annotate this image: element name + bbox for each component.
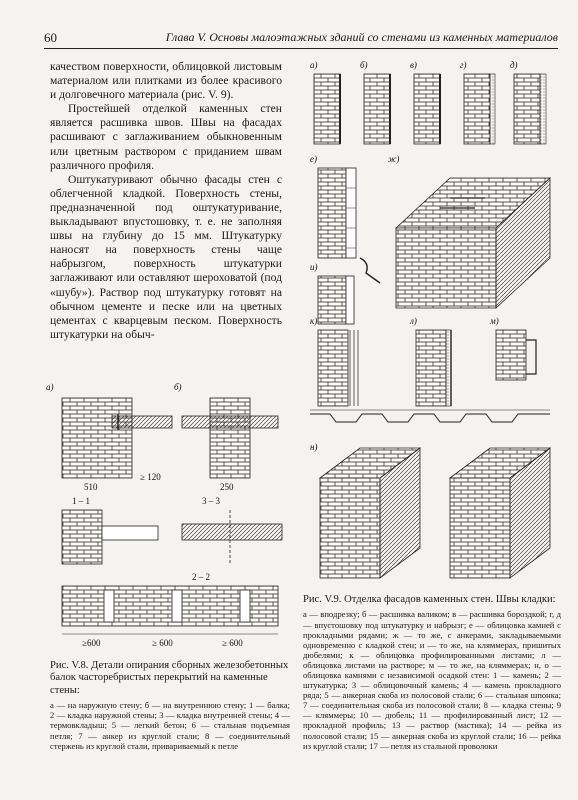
running-title: Глава V. Основы малоэтажных зданий со стенами из каменных материалов <box>165 30 558 44</box>
dim-120: ≥ 120 <box>140 472 161 482</box>
fig8-section-2-2: 2 – 2 <box>192 572 210 582</box>
paragraph-3: Оштукатуривают обычно фасады стен с облегченной кладкой. Поверхность стены, предназначенной под оштукатуривание, выкладывают впустошовку, т. е. не заполняя швы на глубину до 15 мм. Штукатурку наносят на поверхность стены чаще набрызгом, поверхность штукатурки заглаживают или оставляют шероховатой (под «шубу»). Раствор под штукатурку готовят на обычном цементе и песке или на цветных цементах с кварцевым песком. Поверхность штукатурки на обыч- <box>50 172 282 341</box>
fig9-label-zh: ж) <box>388 154 400 164</box>
joint-profile-d <box>514 74 546 144</box>
figure-v8-caption-legend: а — на наружную стену; б — на внутреннюю стену; 1 — балка; 2 — кладка наружной стены; 3 — кладка внутренней стены; 4 — термовкладыш; 5 — легкий бетон; 6 — стальная подъемная петля; 7 — анкер из круглой стали; 8 — соединительный стержень из круглой стали, привариваемый к петле <box>50 700 290 751</box>
fig9-label-b: б) <box>360 60 368 70</box>
joint-profile-g <box>464 74 495 144</box>
fig8-plan-2-2 <box>62 586 278 634</box>
joint-profile-v <box>414 74 440 144</box>
fig9-label-n: н) <box>310 442 318 452</box>
cladding-detail-l <box>416 330 451 406</box>
figure-v8-caption <box>50 660 290 751</box>
fig9-label-v: в) <box>410 60 417 70</box>
profiled-sheet-strip <box>310 410 550 422</box>
joint-profile-a <box>314 74 340 144</box>
cladding-detail-e <box>318 168 356 258</box>
figure-v8-caption-title: Рис. V.8. Детали опирания сборных железобетонных балок часторебристых перекрытий на каменные стены: <box>50 660 289 696</box>
fig8-section-3-3-drawing <box>182 510 282 564</box>
cladding-axonometric-zh <box>396 178 550 308</box>
cladding-detail-k <box>318 330 358 406</box>
running-header <box>44 28 558 49</box>
paragraph-2: Простейшей отделкой каменных стен является расшивка швов. Швы на фасадах расшивают с заглаживанием обыкновенным или цветным раствором с приданием швам различного профиля. <box>50 102 282 172</box>
dim-250: 250 <box>220 482 234 492</box>
figure-v9-caption-legend: а — вподрезку; б — расшивка валиком; в — расшивка бороздкой; г, д — впустошовку под штукатурку и набрызг; е — облицовка камней с прокладными рядами; ж — то же, с анкерами, закладываемыми одновременно с кладкой стен; и — то же, на кляммерах, пришитых дюбелями; к — облицовка профилированными листами; л — облицовка листами на растворе; м — то же, на кляммерах; н, о — облицовка камнями с независимой осадкой стен: 1 — камень; 2 — штукатурка; 3 — облицовочный камень; 4 — камень прокладного ряда; 5 — анкерная скоба из полосовой стали; 6 — стальная шпонка; 7 — соединительная скоба из полосовой стали; 8 — кладка стены; 9 — кляммеры; 10 — дюбель; 11 — профилированный лист; 12 — прокладной профиль; 13 — раствор (мастика); 14 — рейка из полосовой стали; 15 — анкерная скоба из круглой стали; 16 — рейка из круглой стали; 17 — петля из стальной проволоки <box>303 609 561 751</box>
cladding-detail-m <box>496 330 536 380</box>
fig8-section-1-1: 1 – 1 <box>72 496 90 506</box>
dim-600-c: ≥ 600 <box>222 638 243 648</box>
paragraph-1: качеством поверхности, облицовкой листовым материалом или плитками из более красивого и долговечного материала (рис. V. 9). <box>50 60 282 102</box>
dim-510: 510 <box>84 482 98 492</box>
fig9-label-d: д) <box>510 60 518 70</box>
fig8-detail-a <box>62 398 172 478</box>
cladding-axonometric-o <box>450 448 550 578</box>
cladding-axonometric-n <box>320 448 420 578</box>
joint-profile-b <box>364 74 390 144</box>
fig9-label-i: и) <box>310 262 318 272</box>
figure-v8-drawing <box>42 378 298 652</box>
body-text-column <box>50 60 282 342</box>
dim-600-b: ≥ 600 <box>152 638 173 648</box>
figure-v9-caption-title: Рис. V.9. Отделка фасадов каменных стен. Швы кладки: <box>303 594 556 605</box>
fig9-label-k: к) <box>310 316 318 326</box>
page-number: 60 <box>44 30 57 45</box>
dim-600-a: ≥600 <box>82 638 101 648</box>
fig8-section-3-3: 3 – 3 <box>202 496 220 506</box>
fig9-label-l: л) <box>410 316 417 326</box>
fig9-label-e: е) <box>310 154 317 164</box>
fig8-detail-b <box>182 398 278 478</box>
figure-v9-drawing <box>300 58 562 590</box>
fig9-label-a: а) <box>310 60 318 70</box>
fig9-label-m: м) <box>490 316 499 326</box>
fig9-label-g: г) <box>460 60 467 70</box>
fig8-label-a: а) <box>46 382 54 392</box>
fig8-section-1-1-drawing <box>62 510 158 564</box>
fig8-label-b: б) <box>174 382 182 392</box>
figure-v9-caption <box>303 594 561 751</box>
cladding-detail-i <box>318 258 380 324</box>
